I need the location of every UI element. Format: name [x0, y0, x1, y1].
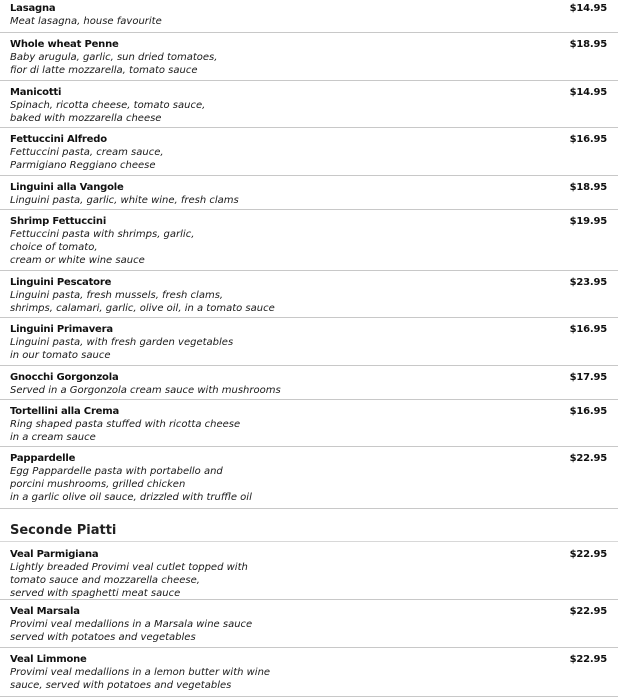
section-title: Seconde Piatti — [10, 523, 117, 538]
menu-item — [0, 648, 618, 697]
item-name: Whole wheat Penne — [10, 39, 119, 50]
item-description: Linguini pasta, with fresh garden vegetables in our tomato sauce — [10, 337, 234, 361]
menu-item — [0, 542, 618, 600]
item-name: Veal Limmone — [10, 654, 87, 665]
item-price: $16.95 — [569, 134, 607, 145]
menu-item — [0, 400, 618, 447]
item-description: Baby arugula, garlic, sun dried tomatoes, fior di latte mozzarella, tomato sauce — [10, 52, 218, 76]
item-price: $19.95 — [569, 216, 607, 227]
item-description: Egg Pappardelle pasta with portabello and porcini mushrooms, grilled chicken in a garlic olive oil sauce, drizzled with truffle oil — [10, 466, 252, 503]
item-description: Fettuccini pasta with shrimps, garlic, choice of tomato, cream or white wine sauce — [10, 229, 195, 266]
item-price: $22.95 — [569, 606, 607, 617]
menu-item — [0, 128, 618, 176]
item-price: $23.95 — [569, 277, 607, 288]
menu-item — [0, 210, 618, 271]
menu-item — [0, 271, 618, 318]
item-description: Ring shaped pasta stuffed with ricotta cheese in a cream sauce — [10, 419, 241, 443]
item-description: Fettuccini pasta, cream sauce, Parmigiano Reggiano cheese — [10, 147, 164, 171]
menu-item — [0, 81, 618, 128]
item-name: Manicotti — [10, 87, 62, 98]
item-name: Gnocchi Gorgonzola — [10, 372, 119, 383]
item-price: $16.95 — [569, 406, 607, 417]
item-name: Fettuccini Alfredo — [10, 134, 107, 145]
menu-item — [0, 600, 618, 648]
menu-item — [0, 366, 618, 400]
menu-item — [0, 176, 618, 210]
item-description: Spinach, ricotta cheese, tomato sauce, baked with mozzarella cheese — [10, 100, 206, 124]
item-name: Pappardelle — [10, 453, 76, 464]
item-name: Linguini Primavera — [10, 324, 113, 335]
item-name: Shrimp Fettuccini — [10, 216, 107, 227]
item-description: Meat lasagna, house favourite — [10, 16, 162, 27]
menu-item — [0, 447, 618, 509]
menu-item — [0, 0, 618, 33]
item-name: Veal Parmigiana — [10, 549, 99, 560]
menu-item — [0, 318, 618, 366]
item-description: Linguini pasta, garlic, white wine, fresh clams — [10, 195, 239, 206]
item-price: $17.95 — [569, 372, 607, 383]
section-header — [0, 509, 618, 542]
item-description: Lightly breaded Provimi veal cutlet topped with tomato sauce and mozzarella cheese, served with spaghetti meat sauce — [10, 562, 248, 599]
item-description: Served in a Gorgonzola cream sauce with mushrooms — [10, 385, 281, 396]
item-price: $18.95 — [569, 182, 607, 193]
item-price: $14.95 — [569, 3, 607, 14]
item-price: $22.95 — [569, 549, 607, 560]
item-description: Provimi veal medallions in a lemon butter with wine sauce, served with potatoes and vegetables — [10, 667, 271, 691]
item-price: $22.95 — [569, 654, 607, 665]
item-price: $16.95 — [569, 324, 607, 335]
item-price: $22.95 — [569, 453, 607, 464]
menu-item — [0, 33, 618, 81]
item-name: Linguini alla Vangole — [10, 182, 124, 193]
item-price: $18.95 — [569, 39, 607, 50]
item-price: $14.95 — [569, 87, 607, 98]
item-name: Tortellini alla Crema — [10, 406, 120, 417]
item-description: Provimi veal medallions in a Marsala wine sauce served with potatoes and vegetables — [10, 619, 253, 643]
item-description: Linguini pasta, fresh mussels, fresh clams, shrimps, calamari, garlic, olive oil, in a tomato sauce — [10, 290, 275, 314]
item-name: Veal Marsala — [10, 606, 80, 617]
item-name: Lasagna — [10, 3, 56, 14]
item-name: Linguini Pescatore — [10, 277, 112, 288]
